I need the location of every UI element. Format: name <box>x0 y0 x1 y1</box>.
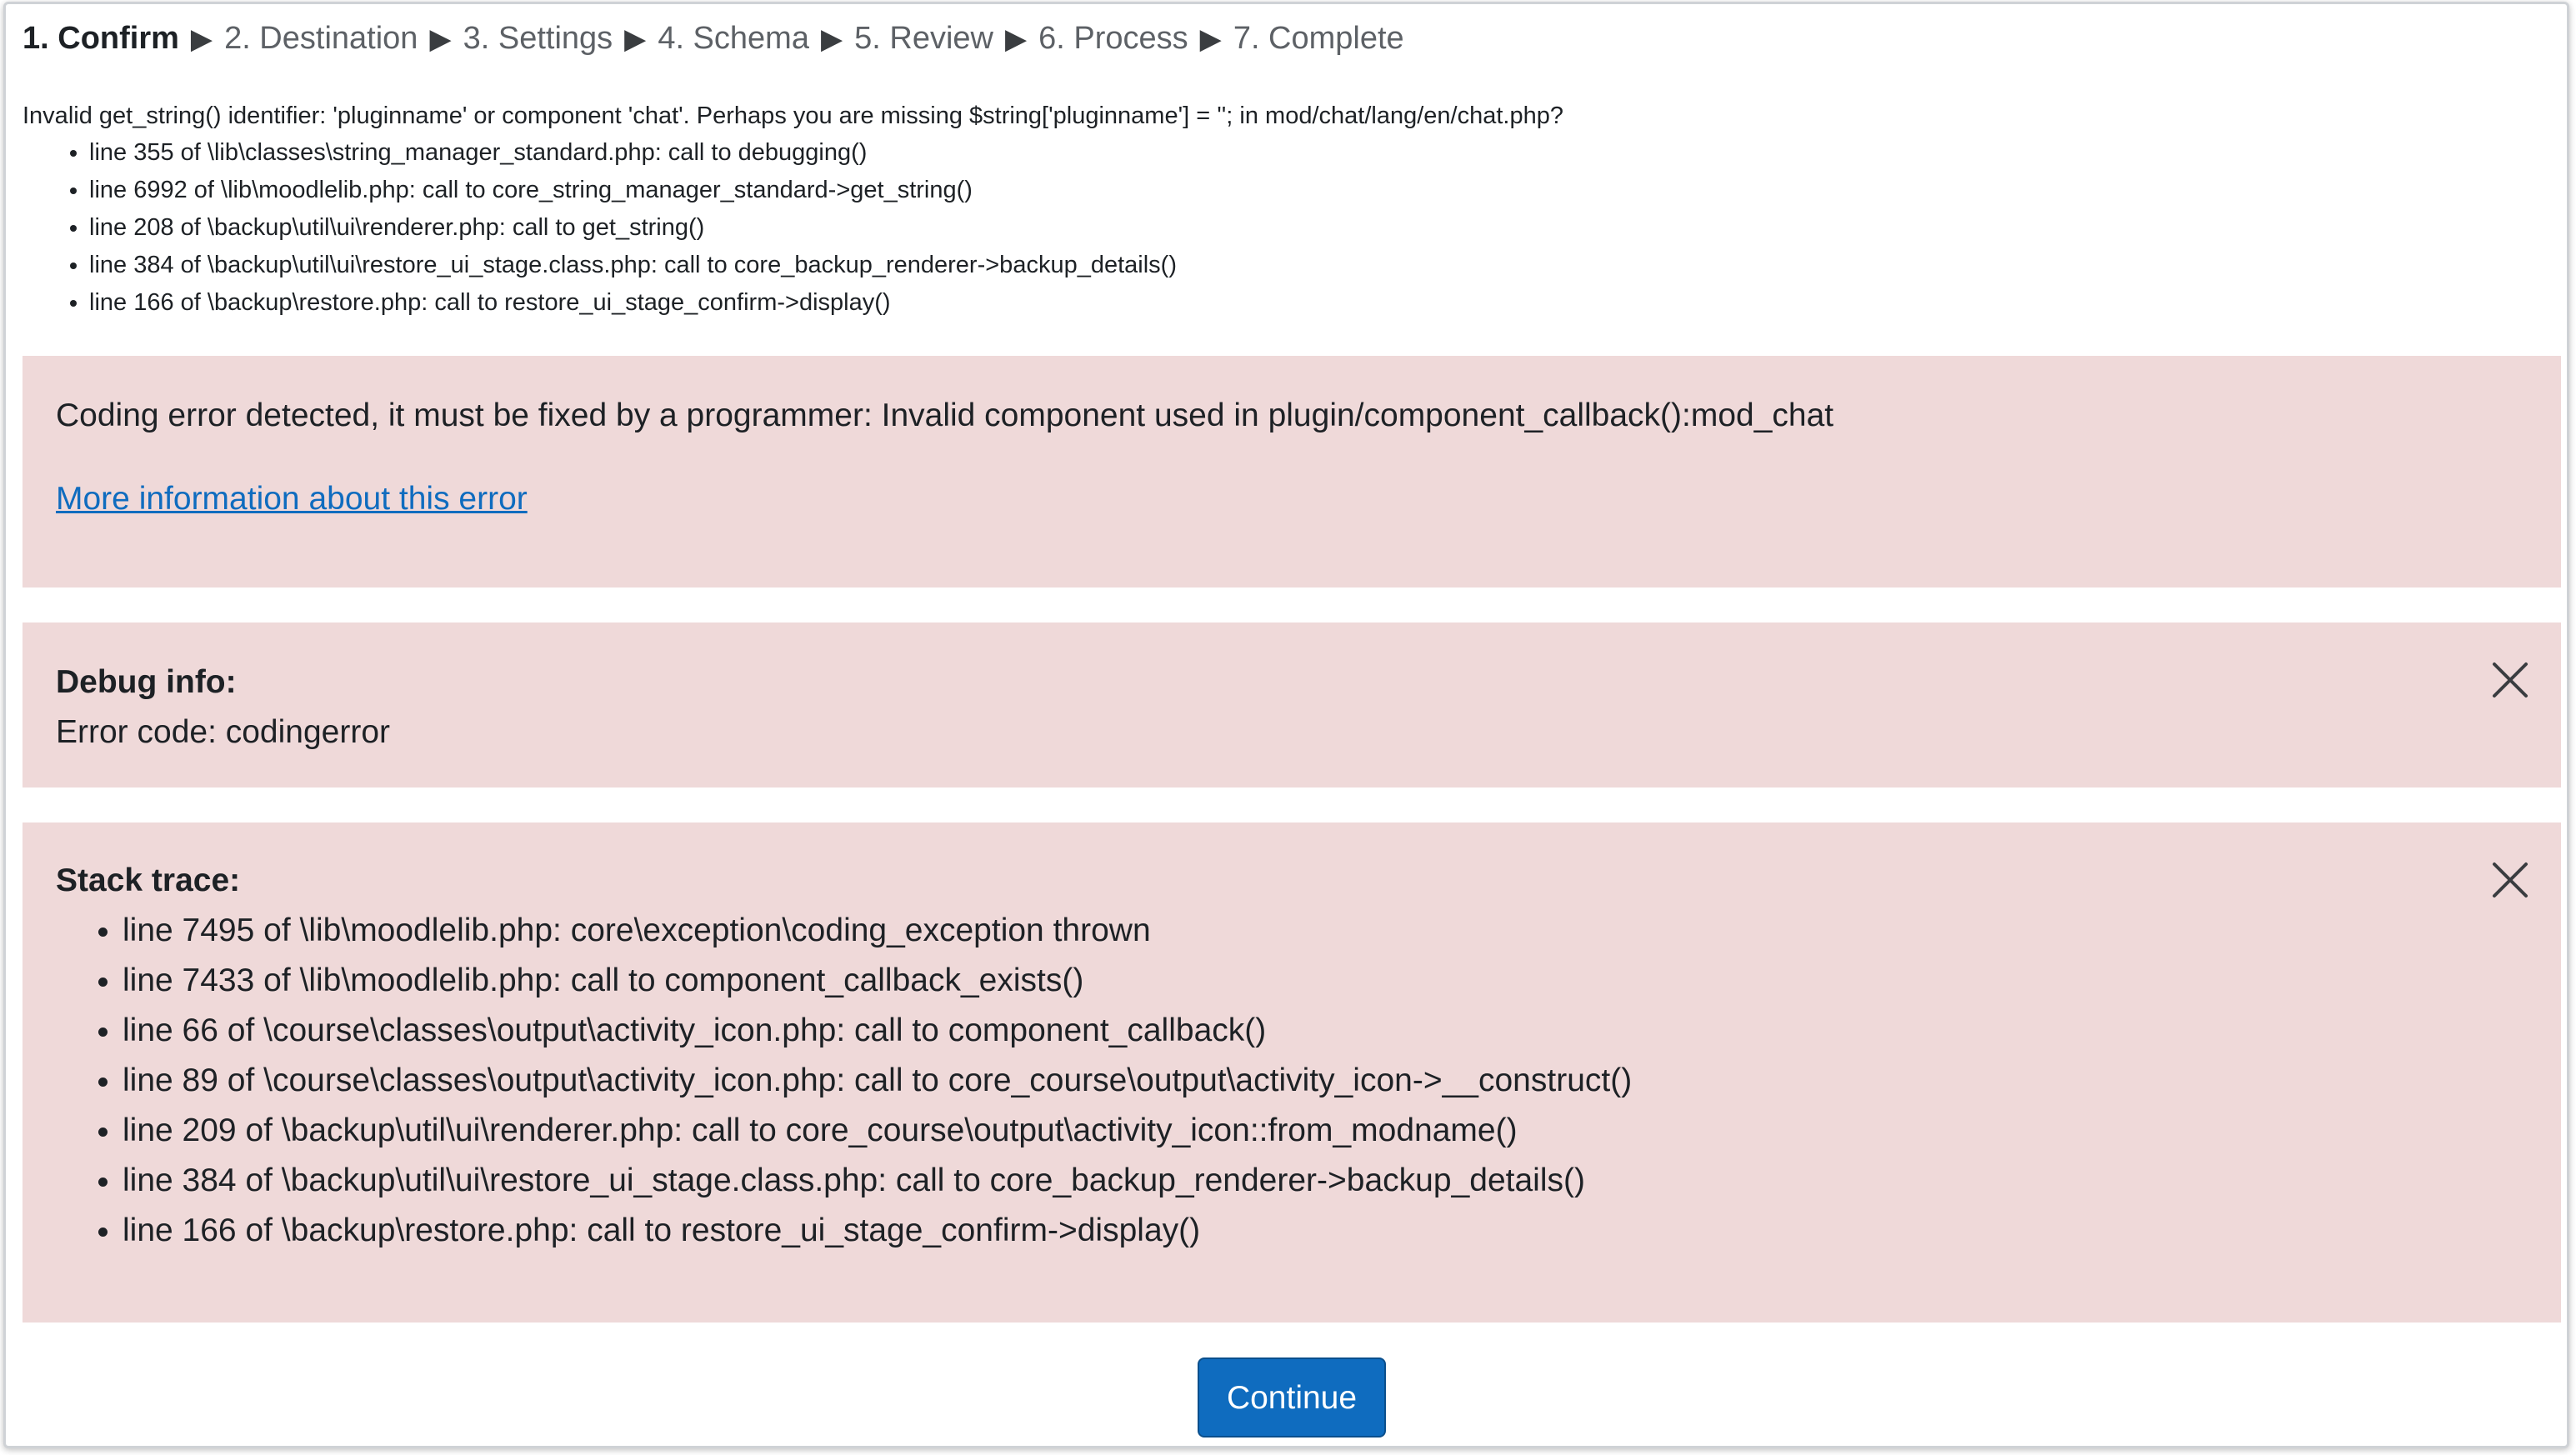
page-frame <box>3 2 2569 1448</box>
step-settings: 3. Settings <box>463 21 613 56</box>
warning-trace-list <box>23 134 2506 322</box>
warning-message: Invalid get_string() identifier: 'pluginname' or component 'chat'. Perhaps you are missing $string['pluginname'] = ''; in mod/chat/lang/en/chat.php? <box>23 102 1563 129</box>
step-review: 5. Review <box>854 21 993 56</box>
step-complete: 7. Complete <box>1233 21 1404 56</box>
step-process: 6. Process <box>1038 21 1188 56</box>
list-item: • line 166 of \backup\restore.php: call to restore_ui_stage_confirm->display() <box>89 284 2506 322</box>
continue-button[interactable]: Continue <box>1198 1358 1386 1438</box>
step-arrow-icon: ▶ <box>820 23 843 55</box>
debug-info-alert <box>23 622 2561 788</box>
list-item: • line 66 of \course\classes\output\activity_icon.php: call to component_callback() <box>123 1006 2528 1056</box>
list-item: • line 384 of \backup\util\ui\restore_ui_stage.class.php: call to core_backup_renderer->backup_details() <box>123 1156 2528 1206</box>
debug-info-heading: Debug info: <box>56 664 237 700</box>
list-item: • line 6992 of \lib\moodlelib.php: call to core_string_manager_standard->get_string() <box>89 172 2506 209</box>
step-destination: 2. Destination <box>224 21 418 56</box>
more-info-link[interactable]: More information about this error <box>56 481 528 517</box>
step-arrow-icon: ▶ <box>624 23 647 55</box>
list-item: • line 209 of \backup\util\ui\renderer.php: call to core_course\output\activity_icon::from_modname() <box>123 1106 2528 1156</box>
debugging-warning <box>23 98 2506 322</box>
close-icon <box>2489 859 2531 901</box>
step-schema: 4. Schema <box>658 21 809 56</box>
close-icon <box>2489 659 2531 701</box>
restore-progress-steps <box>23 18 1404 60</box>
error-alert <box>23 356 2561 588</box>
step-arrow-icon: ▶ <box>1199 23 1222 55</box>
close-stack-trace-button[interactable] <box>2489 859 2531 901</box>
stack-trace-alert <box>23 822 2561 1322</box>
list-item: • line 384 of \backup\util\ui\restore_ui_stage.class.php: call to core_backup_renderer->backup_details() <box>89 247 2506 284</box>
close-debug-button[interactable] <box>2489 659 2531 701</box>
list-item: • line 7433 of \lib\moodlelib.php: call to component_callback_exists() <box>123 956 2528 1006</box>
stack-trace-heading: Stack trace: <box>56 862 241 898</box>
step-arrow-icon: ▶ <box>190 23 213 55</box>
list-item: • line 355 of \lib\classes\string_manager_standard.php: call to debugging() <box>89 134 2506 172</box>
list-item: • line 166 of \backup\restore.php: call to restore_ui_stage_confirm->display() <box>123 1206 2528 1256</box>
step-confirm: 1. Confirm <box>23 21 179 56</box>
stack-trace-list <box>56 906 2528 1256</box>
step-arrow-icon: ▶ <box>1004 23 1028 55</box>
step-arrow-icon: ▶ <box>429 23 452 55</box>
list-item: • line 89 of \course\classes\output\activity_icon.php: call to core_course\output\activity_icon->__construct() <box>123 1056 2528 1106</box>
error-message: Coding error detected, it must be fixed by a programmer: Invalid component used in plugin/component_callback():mod_chat <box>56 398 1834 433</box>
list-item: • line 208 of \backup\util\ui\renderer.php: call to get_string() <box>89 209 2506 247</box>
list-item: • line 7495 of \lib\moodlelib.php: core\exception\coding_exception thrown <box>123 906 2528 956</box>
error-code-text: Error code: codingerror <box>56 714 391 750</box>
